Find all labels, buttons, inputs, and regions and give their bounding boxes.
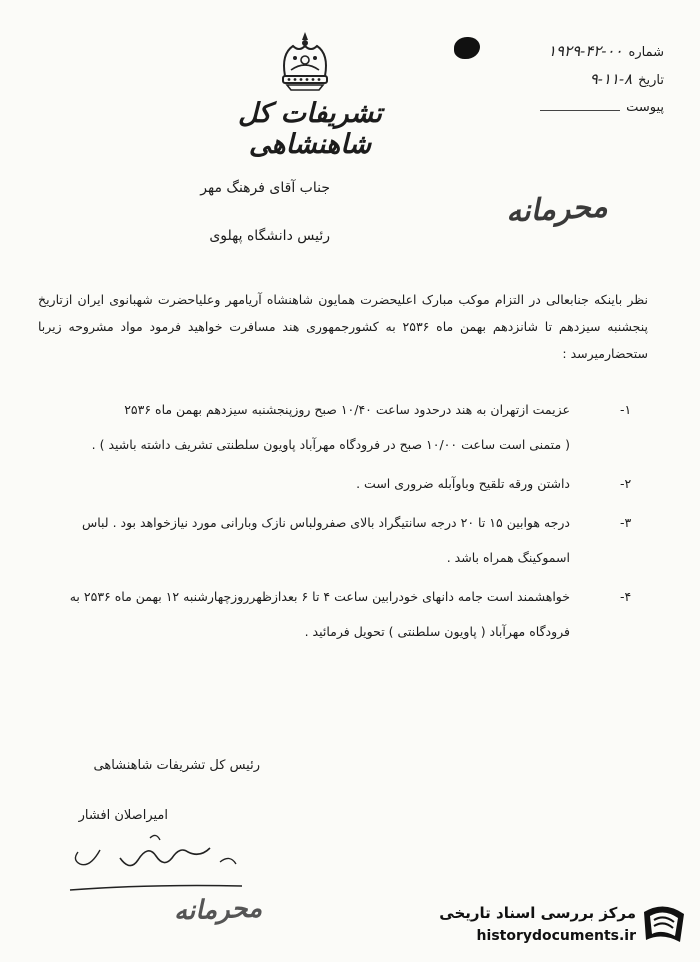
number-row xyxy=(404,42,664,70)
letter-intro xyxy=(38,286,648,367)
reference-block xyxy=(404,42,664,126)
date-value: ۹-۱۱-۸ xyxy=(589,70,633,88)
list-item xyxy=(38,466,660,501)
watermark-title: مرکز بررسی اسناد تاریخی xyxy=(439,904,636,922)
item-list xyxy=(38,392,660,649)
signatory-name: امیراصلان افشار xyxy=(78,808,168,823)
attachment-label: پیوست xyxy=(626,100,664,115)
organization-title: تشریفات کل شاهنشاهی xyxy=(237,98,383,160)
date-row xyxy=(404,70,664,98)
item-number: ۲- xyxy=(620,476,632,491)
confidential-stamp-bottom: محرمانه xyxy=(173,893,263,927)
item-text: داشتن ورقه تلقیح وباوآبله ضروری است . xyxy=(356,476,570,491)
addressee xyxy=(200,176,330,272)
number-value: ۱۹۲۹-۴۲-۰۰ xyxy=(547,42,623,60)
intro-paragraph: نظر باینکه جنابعالی در التزام موکب مبارک اعلیحضرت همایون شاهنشاه آریامهر وعلیاحضرت شهبانوی ایران ازتاریخ پنجشنبه سیزدهم تا شانزدهم بهمن ماه ۲۵۳۶ به کشورجمهوری هند مسافرت خواهید فرمود مواد مشروحه زیربا ستحضارمیرسد : xyxy=(38,292,648,361)
watermark-url: historydocuments.ir xyxy=(476,928,636,944)
confidential-stamp-top: محرمانه xyxy=(505,189,609,230)
list-item xyxy=(38,505,660,575)
attachment-row xyxy=(404,98,664,126)
item-text: عزیمت ازتهران به هند درحدود ساعت ۱۰/۴۰ صبح روزپنجشنبه سیزدهم بهمن ماه ۲۵۳۶ xyxy=(124,402,570,417)
handwritten-signature xyxy=(60,828,250,900)
archive-watermark xyxy=(430,898,692,954)
item-number: ۴- xyxy=(620,589,632,604)
item-text: درجه هوابین ۱۵ تا ۲۰ درجه سانتیگراد بالای صفرولباس نازک وبارانی مورد نیازخواهد بود . لباس اسموکینگ همراه باشد . xyxy=(81,515,570,565)
item-number: ۳- xyxy=(620,515,632,530)
item-number: ۱- xyxy=(620,402,632,417)
date-label: تاریخ xyxy=(638,73,664,88)
royal-crown-icon xyxy=(273,30,337,92)
item-text: خواهشمند است جامه دانهای خودرابین ساعت ۴ تا ۶ بعدازظهرروزچهارشنبه ۱۲ بهمن ماه ۲۵۳۶ به فرودگاه مهرآباد ( پاویون سلطنتی ) تحویل فرمائید . xyxy=(69,589,570,639)
list-item xyxy=(38,579,660,649)
item-text: ( متمنی است ساعت ۱۰/۰۰ صبح در فرودگاه مهرآباد پاویون سلطنتی تشریف داشته باشید ) . xyxy=(91,437,570,452)
addressee-position: رئیس دانشگاه پهلوی xyxy=(209,228,330,244)
list-item xyxy=(38,392,660,462)
number-label: شماره xyxy=(628,45,664,60)
addressee-name: جناب آقای فرهنگ مهر xyxy=(200,180,330,196)
signatory-title: رئیس کل تشریفات شاهنشاهی xyxy=(93,758,260,773)
attachment-blank xyxy=(540,98,620,111)
book-logo-icon xyxy=(640,902,688,950)
